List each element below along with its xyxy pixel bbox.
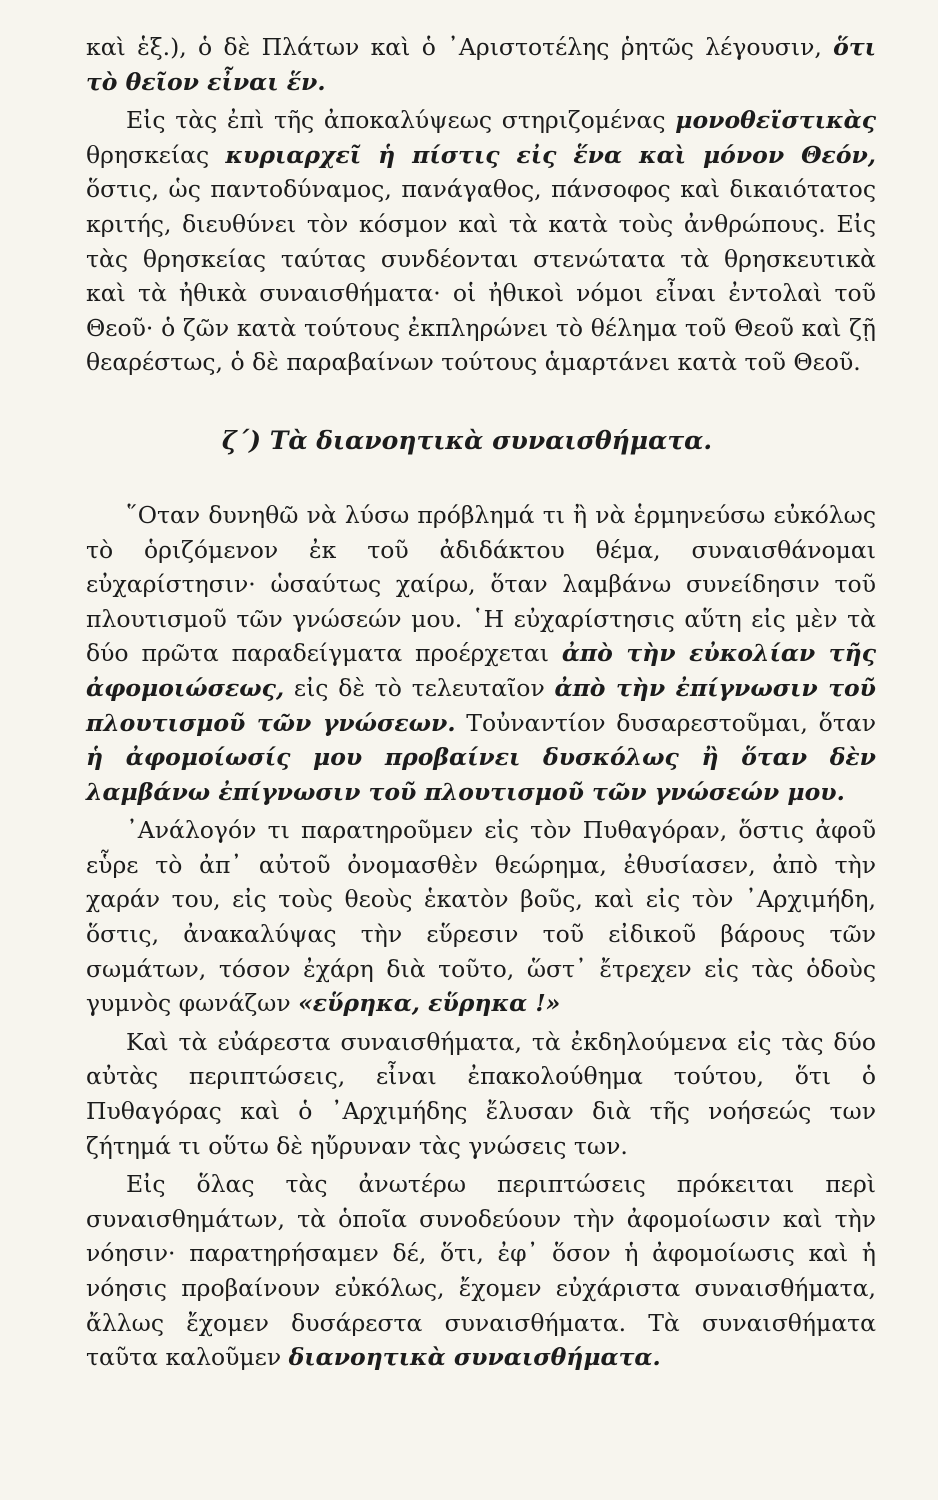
emphasized-text: ἡ ἀφομοίωσίς μου προβαίνει δυσκόλως ἢ ὅταν δὲν λαμβάνω ἐπίγνωσιν τοῦ πλουτισμοῦ τῶν γνώσεών μου. [86, 743, 876, 806]
body-text: ὅστις, ὡς παντοδύναμος, πανάγαθος, πάνσοφος καὶ δικαιότατος κριτής, διευθύνει τὸν κόσμον καὶ τὰ κατὰ τοὺς ἀνθρώπους. Εἰς τὰς θρησκείας ταύτας συνδέονται στενώτατα τὰ θρησκευτικὰ καὶ τὰ ἠθικὰ συναισθήματα· οἱ ἠθικοὶ νόμοι εἶναι ἐντολαὶ τοῦ Θεοῦ· ὁ ζῶν κατὰ τούτους ἐκπληρώνει τὸ θέλημα τοῦ Θεοῦ καὶ ζῇ θεαρέστως, ὁ δὲ παραβαίνων τούτους ἁμαρτάνει κατὰ τοῦ Θεοῦ. [86, 175, 876, 377]
body-text: εἰς δὲ τὸ τελευταῖον [284, 673, 555, 702]
body-text: ῞Οταν δυνηθῶ νὰ λύσω πρόβλημά τι ἢ νὰ ἑρμηνεύσω εὐκόλως τὸ ὁριζόμενον ἐκ τοῦ ἀδιδάκτου θέμα, συναισθάνομαι εὐχαρίστησιν· ὡσαύτως χαίρω, ὅταν λαμβάνω συνείδησιν τοῦ πλουτισμοῦ τῶν γνώσεών μου. ῾Η εὐχαρίστησις αὕτη εἰς μὲν τὰ δύο πρῶτα παραδείγματα προέρχεται [86, 500, 876, 668]
emphasized-text: «εὕρηκα, εὕρηκα !» [298, 989, 561, 1018]
body-text: Τοὐναντίον δυσαρεστοῦμαι, ὅταν [455, 708, 876, 737]
paragraph [86, 103, 876, 380]
body-text: ᾿Ανάλογόν τι παρατηροῦμεν εἰς τὸν Πυθαγόραν, ὅστις ἀφοῦ εὗρε τὸ ἀπ᾿ αὐτοῦ ὀνομασθὲν θεώρημα, ἐθυσίασεν, ἀπὸ τὴν χαράν του, εἰς τοὺς θεοὺς ἑκατὸν βοῦς, καὶ εἰς τὸν ᾿Αρχιμήδη, ὅστις, ἀνακαλύψας τὴν εὕρεσιν τοῦ εἰδικοῦ βάρους τῶν σωμάτων, τόσον ἐχάρη διὰ τοῦτο, ὥστ᾿ ἔτρεχεν εἰς τὰς ὁδοὺς γυμνὸς φωνάζων [86, 816, 876, 1018]
paragraph [86, 1167, 876, 1375]
body-text: θρησκείας [86, 140, 226, 169]
spacer [86, 380, 876, 424]
emphasized-text: μονοθεϊστικὰς [675, 106, 876, 135]
body-text: Εἰς ὅλας τὰς ἀνωτέρω περιπτώσεις πρόκειται περὶ συναισθημάτων, τὰ ὁποῖα συνοδεύουν τὴν ἀφομοίωσιν καὶ τὴν νόησιν· παρατηρήσαμεν δέ, ὅτι, ἐφ᾿ ὅσον ἡ ἀφομοίωσις καὶ ἡ νόησις προβαίνουν εὐκόλως, ἔχομεν εὐχάριστα συναισθήματα, ἄλλως ἔχομεν δυσάρεστα συναισθήματα. Τὰ συναισθήματα ταῦτα καλοῦμεν [86, 1170, 876, 1372]
emphasized-text: ἀπὸ τὴν ἐπίγνωσιν τοῦ πλουτισμοῦ τῶν γνώσεων. [86, 673, 876, 737]
paragraph [86, 813, 876, 1021]
paragraph [86, 1025, 876, 1163]
paragraph [86, 30, 876, 99]
paragraph [86, 498, 876, 809]
emphasized-text: ἀπὸ τὴν εὐκολίαν τῆς ἀφομοιώσεως, [86, 639, 877, 702]
spacer [86, 458, 876, 498]
body-text: Εἰς τὰς ἐπὶ τῆς ἀποκαλύψεως στηριζομένας [126, 106, 676, 135]
body-text: καὶ ἑξ.), ὁ δὲ Πλάτων καὶ ὁ ᾿Αριστοτέλης ῥητῶς λέγουσιν, [86, 33, 834, 61]
emphasized-text: κυριαρχεῖ ἡ πίστις εἰς ἕνα καὶ μόνον Θεόν, [225, 140, 876, 169]
emphasized-text: διανοητικὰ συναισθήματα. [288, 1343, 661, 1372]
emphasized-text: ὅτι τὸ θεῖον εἶναι ἕν. [86, 33, 876, 96]
section-heading: ζ΄) Τὰ διανοητικὰ συναισθήματα. [221, 425, 713, 455]
body-text: Καὶ τὰ εὐάρεστα συναισθήματα, τὰ ἐκδηλούμενα εἰς τὰς δύο αὐτὰς περιπτώσεις, εἶναι ἐπακολούθημα τούτου, ὅτι ὁ Πυθαγόρας καὶ ὁ ᾿Αρχιμήδης ἔλυσαν διὰ τῆς νοήσεώς των ζήτημά τι οὕτω δὲ ηὔρυναν τὰς γνώσεις των. [86, 1027, 876, 1160]
